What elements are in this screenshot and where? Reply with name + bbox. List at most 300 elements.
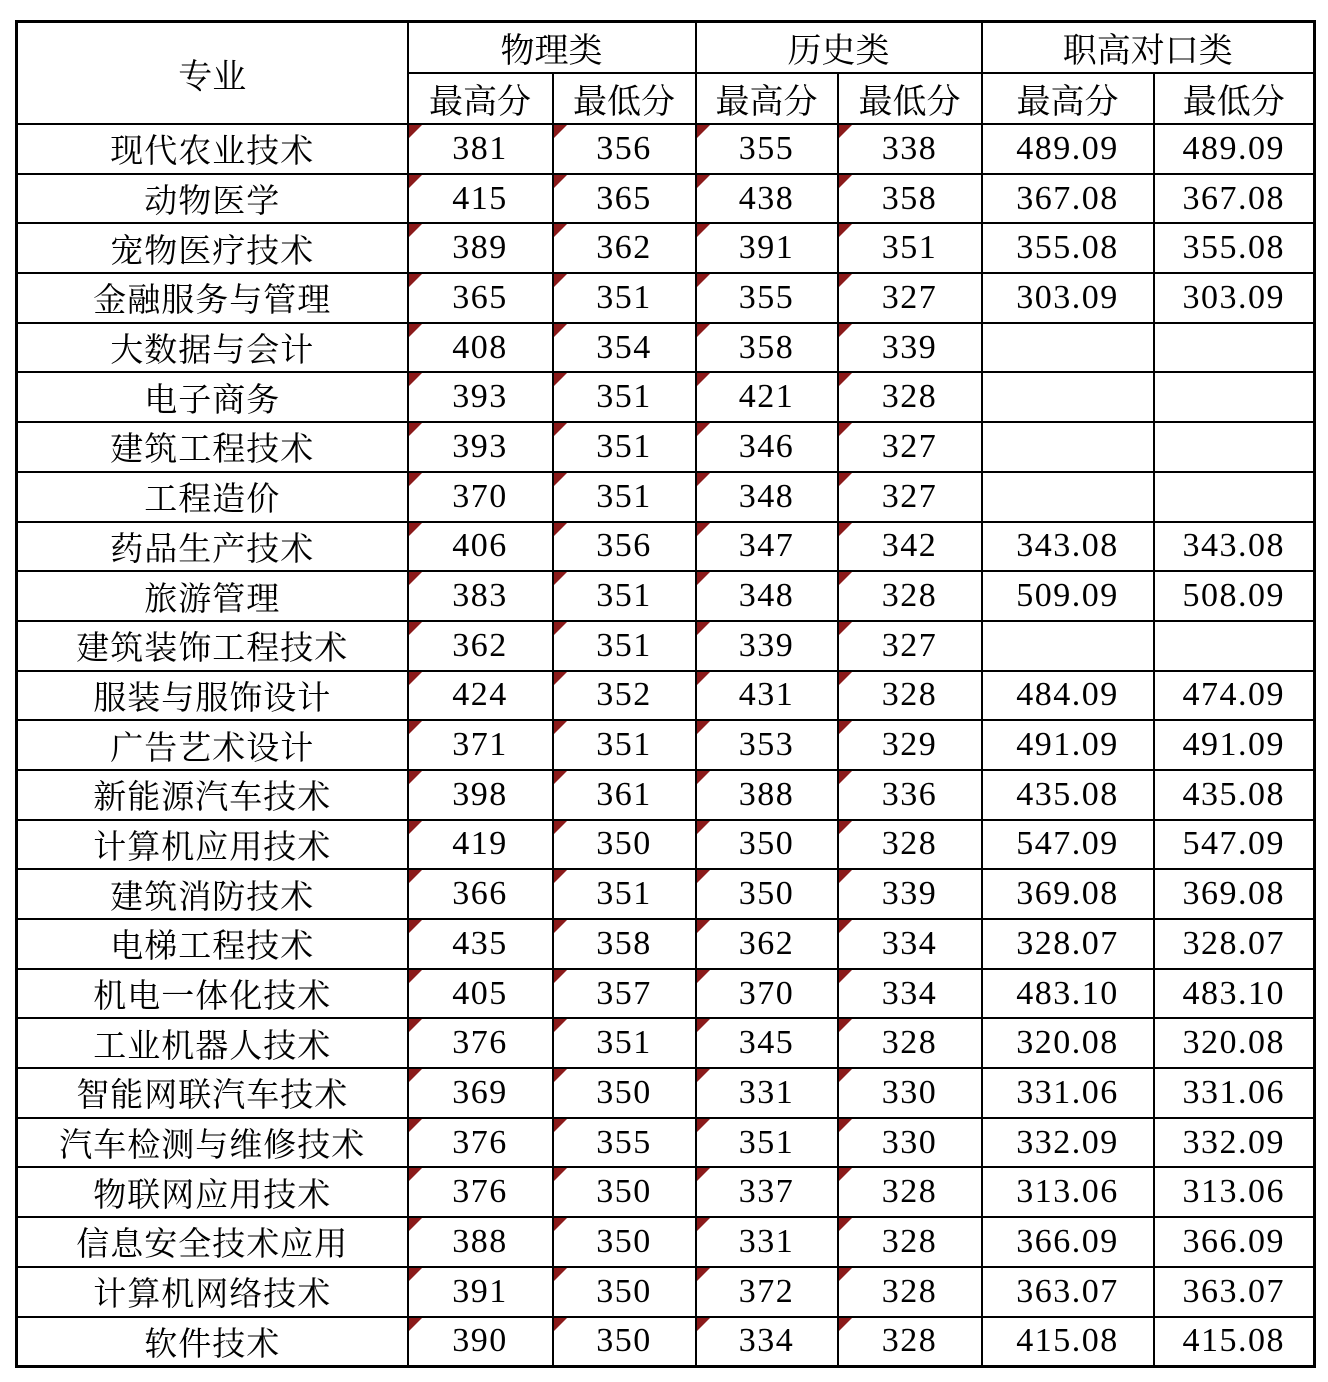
score-value: 351 <box>881 229 938 267</box>
score-cell <box>696 522 838 572</box>
score-cell <box>553 273 696 323</box>
red-corner-marker-icon <box>839 125 852 138</box>
major-label: 建筑工程技术 <box>110 432 315 469</box>
red-corner-marker-icon <box>554 125 567 138</box>
score-cell <box>553 671 696 721</box>
score-cell <box>838 323 982 373</box>
score-cell <box>982 223 1154 273</box>
subheader-physics-max: 最高分 <box>408 73 553 124</box>
major-cell <box>17 323 408 373</box>
score-value: 369 <box>452 1073 508 1111</box>
red-corner-marker-icon <box>554 1218 567 1231</box>
major-label: 工程造价 <box>144 482 281 519</box>
score-value: 342 <box>881 527 938 565</box>
score-value: 328 <box>881 378 938 416</box>
major-cell <box>17 770 408 820</box>
score-cell <box>553 522 696 572</box>
score-cell <box>553 323 696 373</box>
score-value: 303.09 <box>1016 278 1119 316</box>
score-cell <box>696 174 838 224</box>
score-cell <box>982 1118 1154 1168</box>
score-cell <box>1154 1118 1315 1168</box>
score-value: 547.09 <box>1182 825 1285 863</box>
score-value: 351 <box>596 427 652 465</box>
score-cell <box>696 223 838 273</box>
red-corner-marker-icon <box>409 1119 422 1132</box>
score-cell <box>838 720 982 770</box>
score-value: 435.08 <box>1182 775 1285 813</box>
red-corner-marker-icon <box>409 870 422 883</box>
table-row <box>17 273 1315 323</box>
red-corner-marker-icon <box>409 224 422 237</box>
score-cell <box>838 1267 982 1317</box>
score-value: 334 <box>881 924 938 962</box>
group-header-physics: 物理类 <box>408 22 696 74</box>
score-cell <box>838 273 982 323</box>
table-row <box>17 223 1315 273</box>
major-label: 药品生产技术 <box>110 531 315 568</box>
major-cell <box>17 1317 408 1367</box>
score-cell <box>1154 1267 1315 1317</box>
score-cell <box>1154 671 1315 721</box>
score-cell <box>696 869 838 919</box>
score-cell <box>553 820 696 870</box>
score-cell <box>982 820 1154 870</box>
score-cell <box>1154 522 1315 572</box>
score-value: 362 <box>738 924 795 962</box>
table-row <box>17 720 1315 770</box>
score-value: 389 <box>452 229 508 267</box>
red-corner-marker-icon <box>554 572 567 585</box>
score-cell <box>1154 820 1315 870</box>
header-row-groups <box>17 22 1315 74</box>
score-value: 366.09 <box>1182 1222 1285 1260</box>
major-cell <box>17 174 408 224</box>
score-value: 415.08 <box>1016 1322 1119 1360</box>
score-value: 491.09 <box>1182 726 1285 764</box>
red-corner-marker-icon <box>839 1119 852 1132</box>
score-cell <box>982 621 1154 671</box>
red-corner-marker-icon <box>697 1019 710 1032</box>
score-value: 320.08 <box>1182 1024 1285 1062</box>
major-label: 旅游管理 <box>144 581 281 618</box>
score-cell <box>696 1118 838 1168</box>
score-value: 336 <box>881 775 938 813</box>
score-value: 363.07 <box>1016 1272 1119 1310</box>
major-label: 信息安全技术应用 <box>76 1227 349 1264</box>
score-cell <box>1154 422 1315 472</box>
red-corner-marker-icon <box>554 1268 567 1281</box>
score-cell <box>408 919 553 969</box>
score-value: 371 <box>452 726 508 764</box>
table-row <box>17 869 1315 919</box>
red-corner-marker-icon <box>697 175 710 188</box>
score-value: 339 <box>881 875 938 913</box>
red-corner-marker-icon <box>697 324 710 337</box>
major-label: 软件技术 <box>144 1326 281 1363</box>
red-corner-marker-icon <box>697 920 710 933</box>
score-value: 351 <box>596 726 652 764</box>
score-value: 393 <box>452 427 508 465</box>
table-row <box>17 1167 1315 1217</box>
table-row <box>17 671 1315 721</box>
red-corner-marker-icon <box>697 622 710 635</box>
red-corner-marker-icon <box>554 473 567 486</box>
table-row <box>17 820 1315 870</box>
major-label: 服装与服饰设计 <box>93 680 332 717</box>
score-value: 366.09 <box>1016 1222 1119 1260</box>
score-value: 357 <box>596 974 652 1012</box>
red-corner-marker-icon <box>697 572 710 585</box>
red-corner-marker-icon <box>409 1318 422 1331</box>
score-value: 338 <box>881 129 938 167</box>
score-cell <box>982 1317 1154 1367</box>
red-corner-marker-icon <box>839 175 852 188</box>
score-cell <box>696 1068 838 1118</box>
red-corner-marker-icon <box>554 1318 567 1331</box>
red-corner-marker-icon <box>839 821 852 834</box>
red-corner-marker-icon <box>554 274 567 287</box>
score-cell <box>553 223 696 273</box>
score-value: 391 <box>738 229 795 267</box>
score-value: 367.08 <box>1182 179 1285 217</box>
red-corner-marker-icon <box>697 373 710 386</box>
score-cell <box>408 1267 553 1317</box>
score-value: 327 <box>881 626 938 664</box>
score-cell <box>838 820 982 870</box>
score-value: 358 <box>738 328 795 366</box>
score-cell <box>1154 1317 1315 1367</box>
score-value: 366 <box>452 875 508 913</box>
score-cell <box>1154 472 1315 522</box>
score-cell <box>696 770 838 820</box>
score-cell <box>696 422 838 472</box>
red-corner-marker-icon <box>697 125 710 138</box>
score-value: 355 <box>596 1123 652 1161</box>
score-value: 303.09 <box>1182 278 1285 316</box>
score-value: 331.06 <box>1182 1073 1285 1111</box>
score-cell <box>1154 1167 1315 1217</box>
score-cell <box>982 472 1154 522</box>
score-cell <box>982 1018 1154 1068</box>
major-cell <box>17 273 408 323</box>
major-cell <box>17 571 408 621</box>
score-value: 327 <box>881 427 938 465</box>
score-value: 376 <box>452 1024 508 1062</box>
red-corner-marker-icon <box>839 224 852 237</box>
score-value: 351 <box>596 477 652 515</box>
score-value: 491.09 <box>1016 726 1119 764</box>
subheader-history-max: 最高分 <box>696 73 838 124</box>
score-cell <box>696 820 838 870</box>
major-cell <box>17 720 408 770</box>
major-label: 金融服务与管理 <box>93 283 332 320</box>
table-row <box>17 571 1315 621</box>
score-cell <box>408 1167 553 1217</box>
red-corner-marker-icon <box>409 920 422 933</box>
score-cell <box>408 522 553 572</box>
score-cell <box>838 1217 982 1267</box>
score-cell <box>408 571 553 621</box>
score-cell <box>696 273 838 323</box>
red-corner-marker-icon <box>839 523 852 536</box>
red-corner-marker-icon <box>697 423 710 436</box>
score-value: 348 <box>738 477 795 515</box>
score-value: 363.07 <box>1182 1272 1285 1310</box>
score-cell <box>982 1267 1154 1317</box>
red-corner-marker-icon <box>409 473 422 486</box>
major-cell <box>17 869 408 919</box>
score-cell <box>408 124 553 174</box>
score-value: 351 <box>596 1024 652 1062</box>
table-row <box>17 522 1315 572</box>
score-cell <box>553 869 696 919</box>
score-value: 313.06 <box>1182 1173 1285 1211</box>
score-cell <box>553 1167 696 1217</box>
red-corner-marker-icon <box>409 672 422 685</box>
score-value: 343.08 <box>1182 527 1285 565</box>
major-column-header: 专业 <box>17 22 408 125</box>
score-value: 383 <box>452 577 508 615</box>
red-corner-marker-icon <box>839 274 852 287</box>
red-corner-marker-icon <box>554 1019 567 1032</box>
score-value: 431 <box>738 676 795 714</box>
major-cell <box>17 1267 408 1317</box>
major-cell <box>17 472 408 522</box>
score-cell <box>838 1068 982 1118</box>
table-body <box>17 124 1315 1366</box>
score-cell <box>696 323 838 373</box>
score-value: 406 <box>452 527 508 565</box>
score-cell <box>838 919 982 969</box>
red-corner-marker-icon <box>839 622 852 635</box>
red-corner-marker-icon <box>839 672 852 685</box>
score-cell <box>982 1217 1154 1267</box>
score-cell <box>1154 1217 1315 1267</box>
score-value: 339 <box>738 626 795 664</box>
score-cell <box>838 223 982 273</box>
major-label: 汽车检测与维修技术 <box>59 1128 366 1165</box>
score-cell <box>1154 969 1315 1019</box>
red-corner-marker-icon <box>409 622 422 635</box>
red-corner-marker-icon <box>409 423 422 436</box>
red-corner-marker-icon <box>554 771 567 784</box>
score-value: 330 <box>881 1123 938 1161</box>
score-cell <box>553 124 696 174</box>
score-value: 369.08 <box>1016 875 1119 913</box>
score-cell <box>553 770 696 820</box>
red-corner-marker-icon <box>554 224 567 237</box>
score-cell <box>553 969 696 1019</box>
score-value: 330 <box>881 1073 938 1111</box>
score-value: 350 <box>596 825 652 863</box>
score-cell <box>838 869 982 919</box>
score-value: 328 <box>881 825 938 863</box>
major-cell <box>17 422 408 472</box>
score-cell <box>696 969 838 1019</box>
major-label: 建筑装饰工程技术 <box>76 631 349 668</box>
table-row <box>17 1118 1315 1168</box>
red-corner-marker-icon <box>697 1318 710 1331</box>
major-label: 机电一体化技术 <box>93 979 332 1016</box>
score-cell <box>1154 919 1315 969</box>
red-corner-marker-icon <box>409 1069 422 1082</box>
score-value: 388 <box>738 775 795 813</box>
red-corner-marker-icon <box>697 771 710 784</box>
table-row <box>17 1217 1315 1267</box>
red-corner-marker-icon <box>554 970 567 983</box>
red-corner-marker-icon <box>839 1168 852 1181</box>
score-value: 435.08 <box>1016 775 1119 813</box>
major-label: 计算机网络技术 <box>93 1277 332 1314</box>
score-value: 331 <box>738 1222 795 1260</box>
score-cell <box>982 969 1154 1019</box>
score-cell <box>982 124 1154 174</box>
score-value: 350 <box>738 875 795 913</box>
score-value: 388 <box>452 1222 508 1260</box>
red-corner-marker-icon <box>554 324 567 337</box>
major-cell <box>17 1068 408 1118</box>
major-label: 大数据与会计 <box>110 333 315 370</box>
red-corner-marker-icon <box>409 821 422 834</box>
score-cell <box>553 1068 696 1118</box>
score-value: 509.09 <box>1016 577 1119 615</box>
score-cell <box>696 1317 838 1367</box>
score-value: 354 <box>596 328 652 366</box>
score-value: 376 <box>452 1173 508 1211</box>
score-value: 332.09 <box>1016 1123 1119 1161</box>
score-cell <box>982 720 1154 770</box>
table-row <box>17 372 1315 422</box>
red-corner-marker-icon <box>409 1019 422 1032</box>
score-cell <box>696 372 838 422</box>
score-value: 331.06 <box>1016 1073 1119 1111</box>
admission-scores-table <box>15 20 1316 1368</box>
score-value: 365 <box>596 179 652 217</box>
score-value: 313.06 <box>1016 1173 1119 1211</box>
score-cell <box>408 1317 553 1367</box>
score-cell <box>553 571 696 621</box>
score-value: 350 <box>596 1222 652 1260</box>
red-corner-marker-icon <box>697 1069 710 1082</box>
score-cell <box>553 372 696 422</box>
red-corner-marker-icon <box>839 870 852 883</box>
major-cell <box>17 969 408 1019</box>
red-corner-marker-icon <box>697 523 710 536</box>
red-corner-marker-icon <box>839 1268 852 1281</box>
red-corner-marker-icon <box>697 821 710 834</box>
red-corner-marker-icon <box>409 125 422 138</box>
red-corner-marker-icon <box>839 473 852 486</box>
score-cell <box>408 174 553 224</box>
score-value: 320.08 <box>1016 1024 1119 1062</box>
score-cell <box>982 869 1154 919</box>
score-value: 351 <box>596 577 652 615</box>
score-cell <box>1154 273 1315 323</box>
score-cell <box>408 720 553 770</box>
score-value: 353 <box>738 726 795 764</box>
score-cell <box>982 174 1154 224</box>
major-label: 工业机器人技术 <box>93 1028 332 1065</box>
score-value: 328 <box>881 577 938 615</box>
score-cell <box>1154 770 1315 820</box>
major-cell <box>17 820 408 870</box>
score-cell <box>982 571 1154 621</box>
score-cell <box>1154 323 1315 373</box>
score-cell <box>696 919 838 969</box>
score-value: 355.08 <box>1016 229 1119 267</box>
score-value: 361 <box>596 775 652 813</box>
score-value: 358 <box>596 924 652 962</box>
score-cell <box>553 174 696 224</box>
table-row <box>17 422 1315 472</box>
score-value: 345 <box>738 1024 795 1062</box>
red-corner-marker-icon <box>554 175 567 188</box>
red-corner-marker-icon <box>697 1218 710 1231</box>
score-value: 435 <box>452 924 508 962</box>
score-cell <box>838 522 982 572</box>
subheader-history-min: 最低分 <box>838 73 982 124</box>
major-label: 物联网应用技术 <box>93 1177 332 1214</box>
score-value: 327 <box>881 477 938 515</box>
score-value: 408 <box>452 328 508 366</box>
major-cell <box>17 621 408 671</box>
score-cell <box>838 621 982 671</box>
score-cell <box>1154 621 1315 671</box>
score-cell <box>408 621 553 671</box>
group-header-history: 历史类 <box>696 22 982 74</box>
red-corner-marker-icon <box>409 572 422 585</box>
score-cell <box>408 671 553 721</box>
score-value: 328 <box>881 1173 938 1211</box>
score-cell <box>982 522 1154 572</box>
score-value: 424 <box>452 676 508 714</box>
score-cell <box>982 1167 1154 1217</box>
red-corner-marker-icon <box>409 1218 422 1231</box>
score-cell <box>1154 869 1315 919</box>
table-row <box>17 621 1315 671</box>
red-corner-marker-icon <box>697 870 710 883</box>
score-value: 339 <box>881 328 938 366</box>
score-cell <box>696 1217 838 1267</box>
subheader-physics-min: 最低分 <box>553 73 696 124</box>
red-corner-marker-icon <box>554 1168 567 1181</box>
red-corner-marker-icon <box>839 1019 852 1032</box>
score-cell <box>838 1317 982 1367</box>
score-cell <box>553 1018 696 1068</box>
score-cell <box>408 1118 553 1168</box>
score-cell <box>1154 720 1315 770</box>
major-cell <box>17 1217 408 1267</box>
score-cell <box>1154 1068 1315 1118</box>
red-corner-marker-icon <box>409 1268 422 1281</box>
red-corner-marker-icon <box>839 572 852 585</box>
red-corner-marker-icon <box>839 771 852 784</box>
score-value: 547.09 <box>1016 825 1119 863</box>
red-corner-marker-icon <box>839 721 852 734</box>
score-value: 390 <box>452 1322 508 1360</box>
score-value: 328.07 <box>1182 924 1285 962</box>
table-header <box>17 22 1315 125</box>
red-corner-marker-icon <box>554 423 567 436</box>
red-corner-marker-icon <box>554 373 567 386</box>
score-value: 328 <box>881 1222 938 1260</box>
red-corner-marker-icon <box>554 920 567 933</box>
score-value: 343.08 <box>1016 527 1119 565</box>
score-cell <box>1154 571 1315 621</box>
score-value: 438 <box>738 179 795 217</box>
score-value: 367.08 <box>1016 179 1119 217</box>
